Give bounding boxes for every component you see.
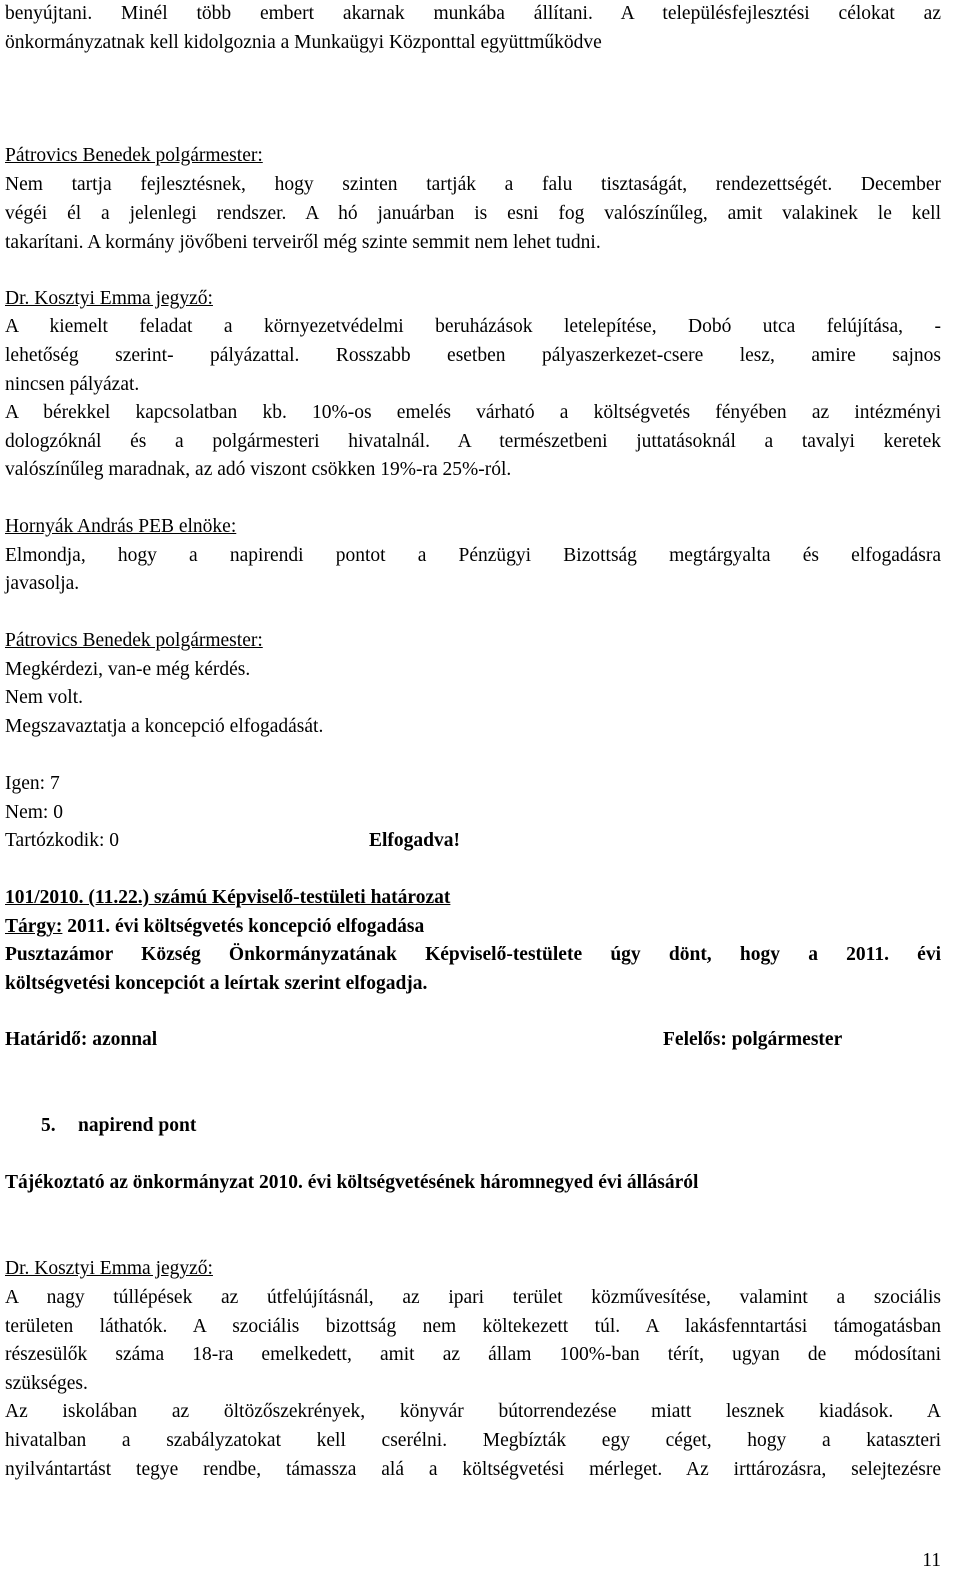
vote-abstain: Tartózkodik: 0 xyxy=(5,830,119,851)
agenda-number: 5. xyxy=(41,1115,56,1136)
text-line: dologzóknál és a polgármesteri hivatalnál. A természetbeni juttatásoknál a tavalyi keretek xyxy=(5,431,941,452)
vote-result: Elfogadva! xyxy=(369,830,461,851)
resolution-body-line: Pusztazámor Község Önkormányzatának Képviselő-testülete úgy dönt, hogy a 2011. évi xyxy=(5,944,941,965)
speaker-heading: Hornyák András PEB elnöke: xyxy=(5,516,237,537)
text-line: önkormányzatnak kell kidolgoznia a Munkaügyi Központtal együttműködve xyxy=(5,32,602,53)
text-line: A bérekkel kapcsolatban kb. 10%-os emelés várható a költségvetés fényében az intézményi xyxy=(5,402,941,423)
speaker-heading: Pátrovics Benedek polgármester: xyxy=(5,630,263,651)
resolution-deadline: Határidő: azonnal xyxy=(5,1029,158,1050)
text-line: Nem volt. xyxy=(5,687,83,708)
subject-label: Tárgy: xyxy=(5,916,63,937)
text-line: végéi él a jelenlegi rendszer. A hó januárban is esni fog valószínűleg, amit valakinek le kell xyxy=(5,203,941,224)
text-line: Az iskolában az öltözőszekrények, könyvár bútorrendezése miatt lesznek kiadások. A xyxy=(5,1401,941,1422)
text-line: lehetőség szerint- pályázattal. Rosszabb esetben pályaszerkezet-csere lesz, amire sajnos xyxy=(5,345,941,366)
text-line: Megkérdezi, van-e még kérdés. xyxy=(5,659,251,680)
text-line: takarítani. A kormány jövőbeni terveiről még szinte semmit nem lehet tudni. xyxy=(5,232,601,253)
text-line: Megszavaztatja a koncepció elfogadását. xyxy=(5,716,324,737)
text-line: A kiemelt feladat a környezetvédelmi beruházások letelepítése, Dobó utca felújítása, - xyxy=(5,316,941,337)
text-line: területen láthatók. A szociális bizottság nem költekezett túl. A lakásfenntartási támogatásban xyxy=(5,1316,941,1337)
resolution-number: 101/2010. (11.22.) számú Képviselő-testületi határozat xyxy=(5,887,451,908)
vote-yes: Igen: 7 xyxy=(5,773,60,794)
agenda-title: Tájékoztató az önkormányzat 2010. évi költségvetésének háromnegyed évi állásáról xyxy=(5,1172,699,1193)
resolution-body-line: költségvetési koncepciót a leírtak szerint elfogadja. xyxy=(5,973,428,994)
text-line: Elmondja, hogy a napirendi pontot a Pénzügyi Bizottság megtárgyalta és elfogadásra xyxy=(5,545,941,566)
text-line: részesülők száma 18-ra emelkedett, amit az állam 100%-ban térít, ugyan de módosítani xyxy=(5,1344,941,1365)
text-line: hivatalban a szabályzatokat kell cserélni. Megbízták egy céget, hogy a kataszteri xyxy=(5,1430,941,1451)
text-line: benyújtani. Minél több embert akarnak munkába állítani. A településfejlesztési célokat az xyxy=(5,3,941,24)
vote-no: Nem: 0 xyxy=(5,802,63,823)
page-number: 11 xyxy=(922,1550,941,1571)
text-line: szükséges. xyxy=(5,1373,88,1394)
resolution-responsible: Felelős: polgármester xyxy=(663,1029,843,1050)
speaker-heading: Dr. Kosztyi Emma jegyző: xyxy=(5,1258,213,1279)
agenda-label: napirend pont xyxy=(78,1115,197,1136)
speaker-heading: Pátrovics Benedek polgármester: xyxy=(5,145,263,166)
text-line: Nem tartja fejlesztésnek, hogy szinten tartják a falu tisztaságát, rendezettségét. December xyxy=(5,174,941,195)
resolution-subject xyxy=(5,912,424,941)
speaker-heading: Dr. Kosztyi Emma jegyző: xyxy=(5,288,213,309)
subject-text: 2011. évi költségvetés koncepció elfogadása xyxy=(67,916,425,937)
text-line: javasolja. xyxy=(5,573,80,594)
text-line: nincsen pályázat. xyxy=(5,374,140,395)
text-line: nyilvántartást tegye rendbe, támassza alá a költségvetési mérleget. Az irttározásra, selejtezésre xyxy=(5,1459,941,1480)
text-line: A nagy túllépések az útfelújításnál, az ipari terület közművesítése, valamint a szociális xyxy=(5,1287,941,1308)
text-line: valószínűleg maradnak, az adó viszont csökken 19%-ra 25%-ról. xyxy=(5,459,512,480)
